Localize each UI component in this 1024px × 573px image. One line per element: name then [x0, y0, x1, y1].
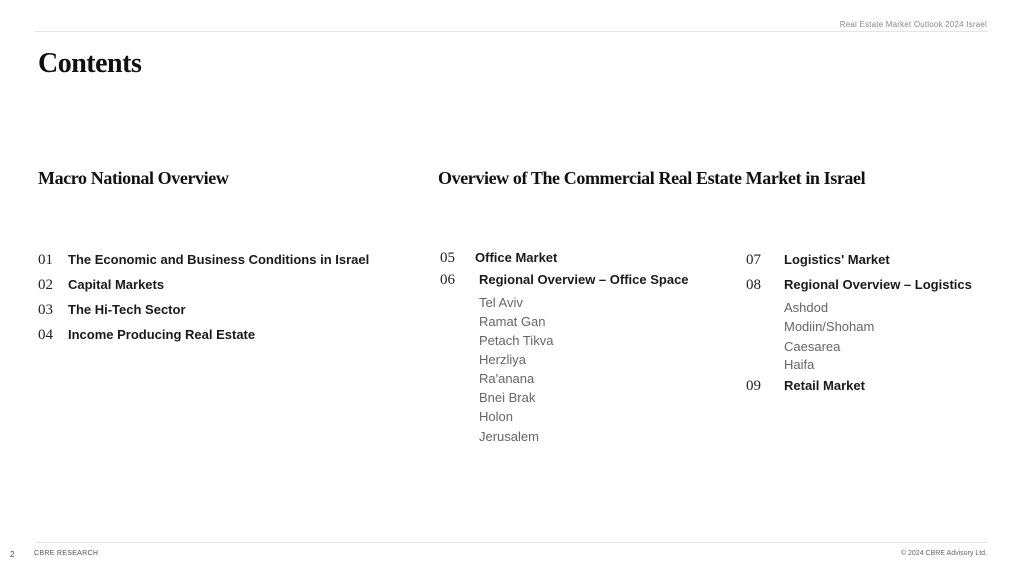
toc-item-02[interactable]	[38, 277, 164, 294]
page-number: 2	[10, 550, 15, 559]
sub-item-ramat-gan[interactable]: Ramat Gan	[479, 314, 546, 329]
toc-item-03[interactable]	[38, 302, 186, 319]
toc-label: Logistics' Market	[784, 252, 890, 267]
toc-number: 06	[440, 272, 455, 288]
sub-item-raanana[interactable]: Ra'anana	[479, 371, 535, 386]
header-divider	[35, 31, 988, 32]
document-title: Real Estate Market Outlook 2024 Israel	[839, 20, 987, 29]
toc-item-08[interactable]	[746, 277, 972, 294]
sub-item-holon[interactable]: Holon	[479, 409, 513, 424]
toc-label: The Economic and Business Conditions in Israel	[68, 252, 370, 267]
section-heading-commercial: Overview of The Commercial Real Estate Market in Israel	[438, 168, 866, 188]
research-label: CBRE RESEARCH	[34, 550, 99, 557]
toc-label: Retail Market	[784, 378, 865, 393]
toc-label: Regional Overview – Logistics	[784, 277, 972, 292]
toc-number: 03	[38, 302, 53, 318]
sub-item-bnei-brak[interactable]: Bnei Brak	[479, 390, 536, 405]
sub-item-tel-aviv[interactable]: Tel Aviv	[479, 295, 523, 310]
toc-item-04[interactable]	[38, 327, 255, 344]
toc-number: 01	[38, 252, 53, 268]
toc-label: Office Market	[475, 250, 558, 265]
page-title: Contents	[38, 48, 142, 79]
toc-label: Capital Markets	[68, 277, 165, 292]
sub-item-jerusalem[interactable]: Jerusalem	[479, 429, 539, 444]
toc-number: 05	[440, 250, 455, 266]
sub-item-ashdod[interactable]: Ashdod	[784, 300, 829, 315]
sub-item-haifa[interactable]: Haifa	[784, 357, 815, 372]
toc-item-05[interactable]	[440, 250, 557, 267]
toc-label: Regional Overview – Office Space	[479, 272, 689, 287]
toc-number: 04	[38, 327, 53, 343]
toc-label: Income Producing Real Estate	[68, 327, 256, 342]
toc-item-09[interactable]	[746, 378, 865, 395]
toc-item-01[interactable]	[38, 252, 369, 269]
sub-item-petach-tikva[interactable]: Petach Tikva	[479, 333, 554, 348]
toc-item-06[interactable]	[440, 272, 689, 289]
sub-item-caesarea[interactable]: Caesarea	[784, 339, 841, 354]
toc-number: 08	[746, 277, 761, 293]
section-heading-macro: Macro National Overview	[38, 168, 229, 188]
toc-label: The Hi-Tech Sector	[68, 302, 186, 317]
sub-item-herzliya[interactable]: Herzliya	[479, 352, 526, 367]
sub-item-modiin-shoham[interactable]: Modiin/Shoham	[784, 319, 875, 334]
toc-number: 09	[746, 378, 761, 394]
footer-divider	[35, 542, 988, 543]
toc-number: 07	[746, 252, 761, 268]
copyright-notice: © 2024 CBRE Advisory Ltd.	[900, 550, 987, 557]
toc-number: 02	[38, 277, 53, 293]
toc-item-07[interactable]	[746, 252, 890, 269]
